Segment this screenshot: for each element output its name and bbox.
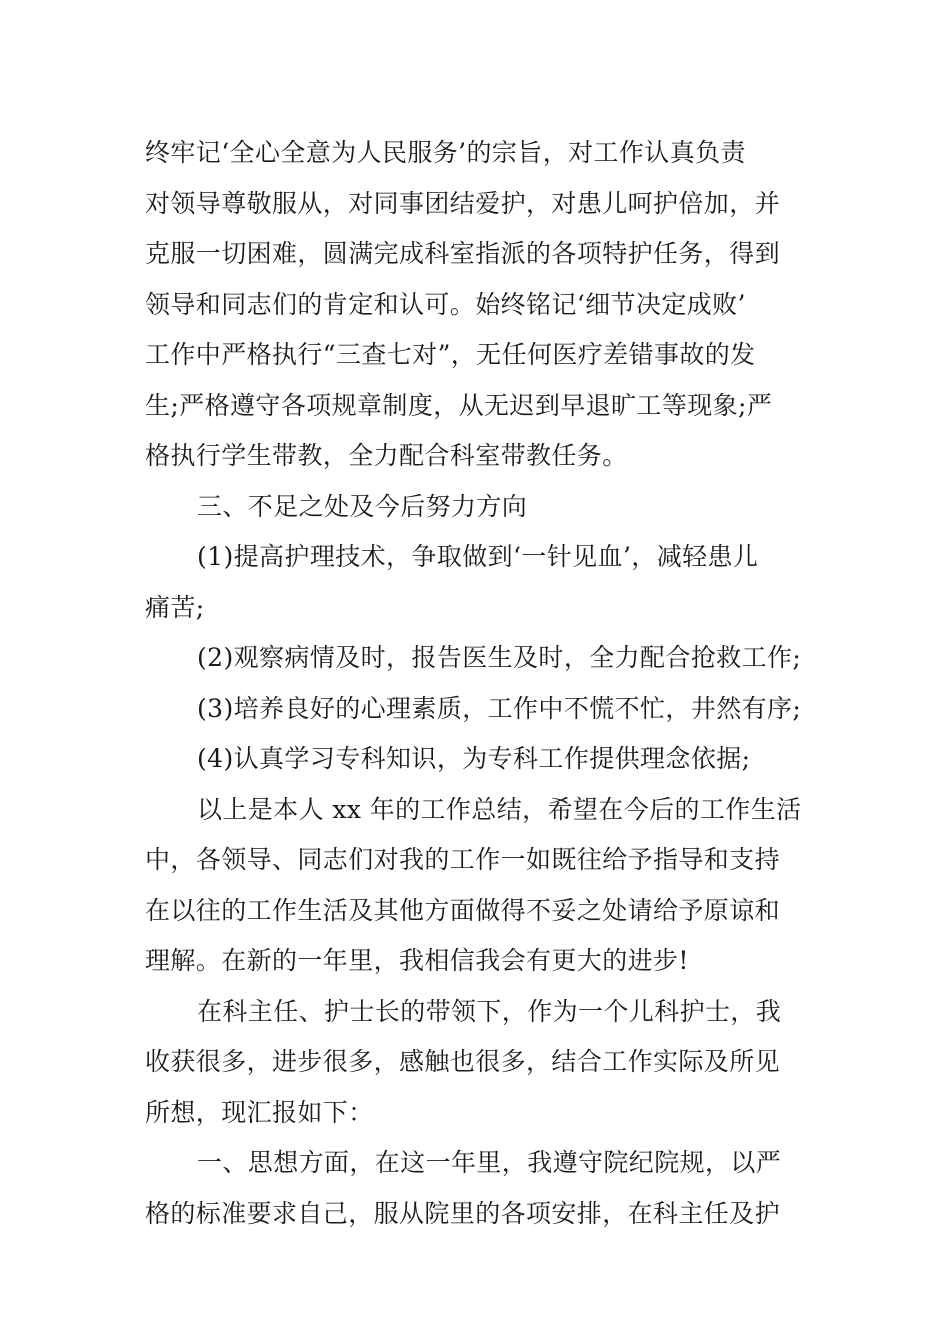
text-line: 痛苦; bbox=[145, 592, 205, 622]
text-line: 工作中严格执行“三查七对”，无任何医疗差错事故的发 bbox=[145, 340, 756, 369]
text-line: 在以往的工作生活及其他方面做得不妥之处请给予原谅和 bbox=[145, 895, 781, 925]
text-line: 中，各领导、同志们对我的工作一如既往给予指导和支持 bbox=[145, 845, 781, 874]
text-line: 理解。在新的一年里，我相信我会有更大的进步! bbox=[145, 946, 689, 975]
text-line: 领导和同志们的肯定和认可。始终铭记‘细节决定成败’ bbox=[145, 289, 746, 319]
text-line: (4)认真学习专科知识，为专科工作提供理念依据; bbox=[197, 744, 751, 773]
text-line: 所想，现汇报如下： bbox=[145, 1097, 374, 1127]
text-line: 以上是本人 xx 年的工作总结，希望在今后的工作生活 bbox=[197, 794, 802, 824]
text-line: 格的标准要求自己，服从院里的各项安排，在科主任及护 bbox=[145, 1198, 781, 1228]
text-line: (3)培养良好的心理素质，工作中不慌不忙，井然有序; bbox=[197, 693, 802, 723]
text-line: 克服一切困难，圆满完成科室指派的各项特护任务，得到 bbox=[145, 239, 781, 268]
text-line: (2)观察病情及时，报告医生及时，全力配合抢救工作; bbox=[197, 643, 802, 672]
document-body bbox=[145, 128, 815, 1239]
text-line: 一、思想方面，在这一年里，我遵守院纪院规，以严 bbox=[197, 1148, 782, 1177]
text-line: (1)提高护理技术，争取做到‘一针见血’，减轻患儿 bbox=[197, 542, 759, 571]
text-line: 对领导尊敬服从，对同事团结爱护，对患儿呵护倍加，并 bbox=[145, 188, 781, 218]
text-line: 三、不足之处及今后努力方向 bbox=[197, 491, 528, 521]
text-line: 终牢记‘全心全意为人民服务’的宗旨，对工作认真负责 bbox=[145, 138, 746, 167]
text-line: 格执行学生带教，全力配合科室带教任务。 bbox=[145, 441, 628, 470]
text-line: 在科主任、护士长的带领下，作为一个儿科护士，我 bbox=[197, 996, 782, 1026]
text-line: 收获很多，进步很多，感触也很多，结合工作实际及所见 bbox=[145, 1047, 781, 1076]
text-line: 生;严格遵守各项规章制度，从无迟到早退旷工等现象;严 bbox=[145, 390, 773, 420]
